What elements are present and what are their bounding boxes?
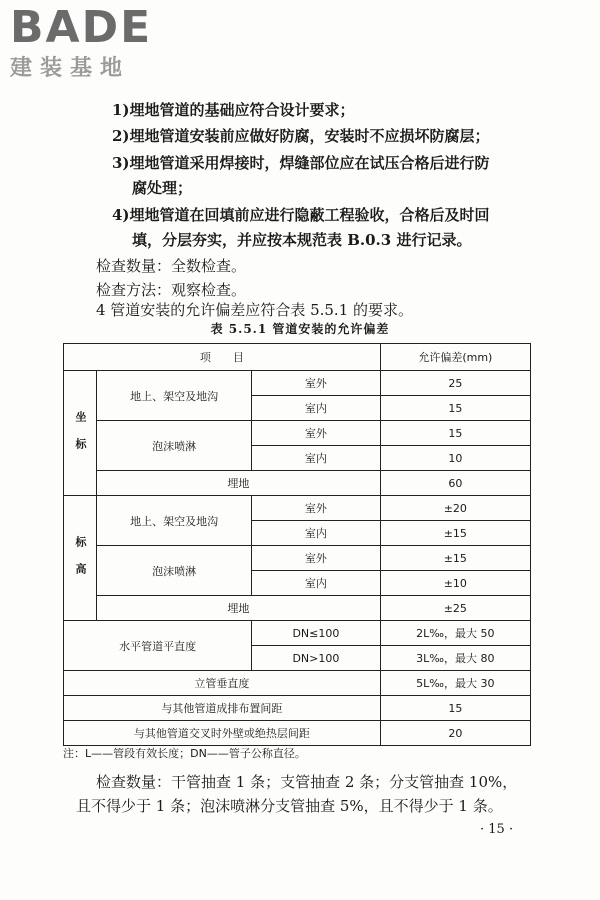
coord-above-indoor-val: 15 — [380, 396, 530, 421]
elev-above-indoor-val: ±15 — [380, 521, 530, 546]
coord-foam-indoor: 室内 — [252, 446, 381, 471]
tolerance-table — [63, 343, 531, 746]
item-4: 4)埋地管道在回填前应进行隐蔽工程验收，合格后及时回 — [112, 206, 490, 224]
vertical-pipe-val: 5L‰，最大 30 — [380, 671, 530, 696]
elev-above-ground: 地上、架空及地沟 — [97, 496, 252, 546]
footer-line-1: 检查数量：干管抽查 1 条；支管抽查 2 条；分支管抽查 10%， — [96, 773, 518, 791]
coord-above-indoor: 室内 — [252, 396, 381, 421]
elev-above-outdoor: 室外 — [252, 496, 381, 521]
bade-logo — [10, 2, 180, 88]
table-note: 注：L——管段有效长度；DN——管子公称直径。 — [63, 747, 306, 760]
coord-label: 坐 标 — [64, 371, 97, 496]
elev-foam-indoor: 室内 — [252, 571, 381, 596]
footer-paragraph — [76, 770, 518, 818]
vertical-pipe: 立管垂直度 — [64, 671, 381, 696]
footer-line-2: 且不得少于 1 条；泡沫喷淋分支管抽查 5%，且不得少于 1 条。 — [76, 797, 503, 815]
elev-foam: 泡沫喷淋 — [97, 546, 252, 596]
item-3: 3)埋地管道采用焊接时，焊缝部位应在试压合格后进行防 — [112, 154, 490, 172]
coord-buried: 埋地 — [97, 471, 381, 496]
logo-wordmark: BADE — [10, 2, 153, 53]
horiz-dn-gt-val: 3L‰，最大 80 — [380, 646, 530, 671]
logo-subtitle: 建装基地 — [10, 56, 131, 81]
item-4-cont: 填，分层夯实，并应按本规范表 B.0.3 进行记录。 — [132, 231, 472, 249]
elev-foam-outdoor: 室外 — [252, 546, 381, 571]
coord-foam-indoor-val: 10 — [380, 446, 530, 471]
coord-above-outdoor-val: 25 — [380, 371, 530, 396]
coord-above-outdoor: 室外 — [252, 371, 381, 396]
check-quantity: 检查数量：全数检查。 — [96, 257, 247, 275]
item-3-cont: 腐处理； — [132, 179, 193, 197]
elev-above-indoor: 室内 — [252, 521, 381, 546]
item-1: 1)埋地管道的基础应符合设计要求； — [112, 101, 355, 119]
check-method: 检查方法：观察检查。 — [96, 281, 247, 299]
elev-foam-outdoor-val: ±15 — [380, 546, 530, 571]
coord-foam-outdoor-val: 15 — [380, 421, 530, 446]
table-title: 表 5.5.1 管道安装的允许偏差 — [210, 322, 390, 336]
header-item: 项 目 — [64, 344, 381, 371]
horiz-dn-gt: DN>100 — [252, 646, 381, 671]
horiz-straightness: 水平管道平直度 — [64, 621, 252, 671]
header-tolerance: 允许偏差(mm) — [380, 344, 530, 371]
horiz-dn-le-val: 2L‰，最大 50 — [380, 621, 530, 646]
cross-spacing-val: 20 — [380, 721, 530, 746]
elev-buried-val: ±25 — [380, 596, 530, 621]
clause-4: 4 管道安装的允许偏差应符合表 5.5.1 的要求。 — [96, 301, 414, 319]
item-2: 2)埋地管道安装前应做好防腐，安装时不应损坏防腐层； — [112, 127, 490, 145]
elev-label: 标 高 — [64, 496, 97, 621]
horiz-dn-le: DN≤100 — [252, 621, 381, 646]
row-spacing-val: 15 — [380, 696, 530, 721]
coord-foam-outdoor: 室外 — [252, 421, 381, 446]
cross-spacing: 与其他管道交叉时外壁或绝热层间距 — [64, 721, 381, 746]
row-spacing: 与其他管道成排布置间距 — [64, 696, 381, 721]
elev-foam-indoor-val: ±10 — [380, 571, 530, 596]
elev-above-outdoor-val: ±20 — [380, 496, 530, 521]
page-number: · 15 · — [480, 822, 514, 837]
elev-buried: 埋地 — [97, 596, 381, 621]
coord-foam: 泡沫喷淋 — [97, 421, 252, 471]
coord-buried-val: 60 — [380, 471, 530, 496]
coord-above-ground: 地上、架空及地沟 — [97, 371, 252, 421]
